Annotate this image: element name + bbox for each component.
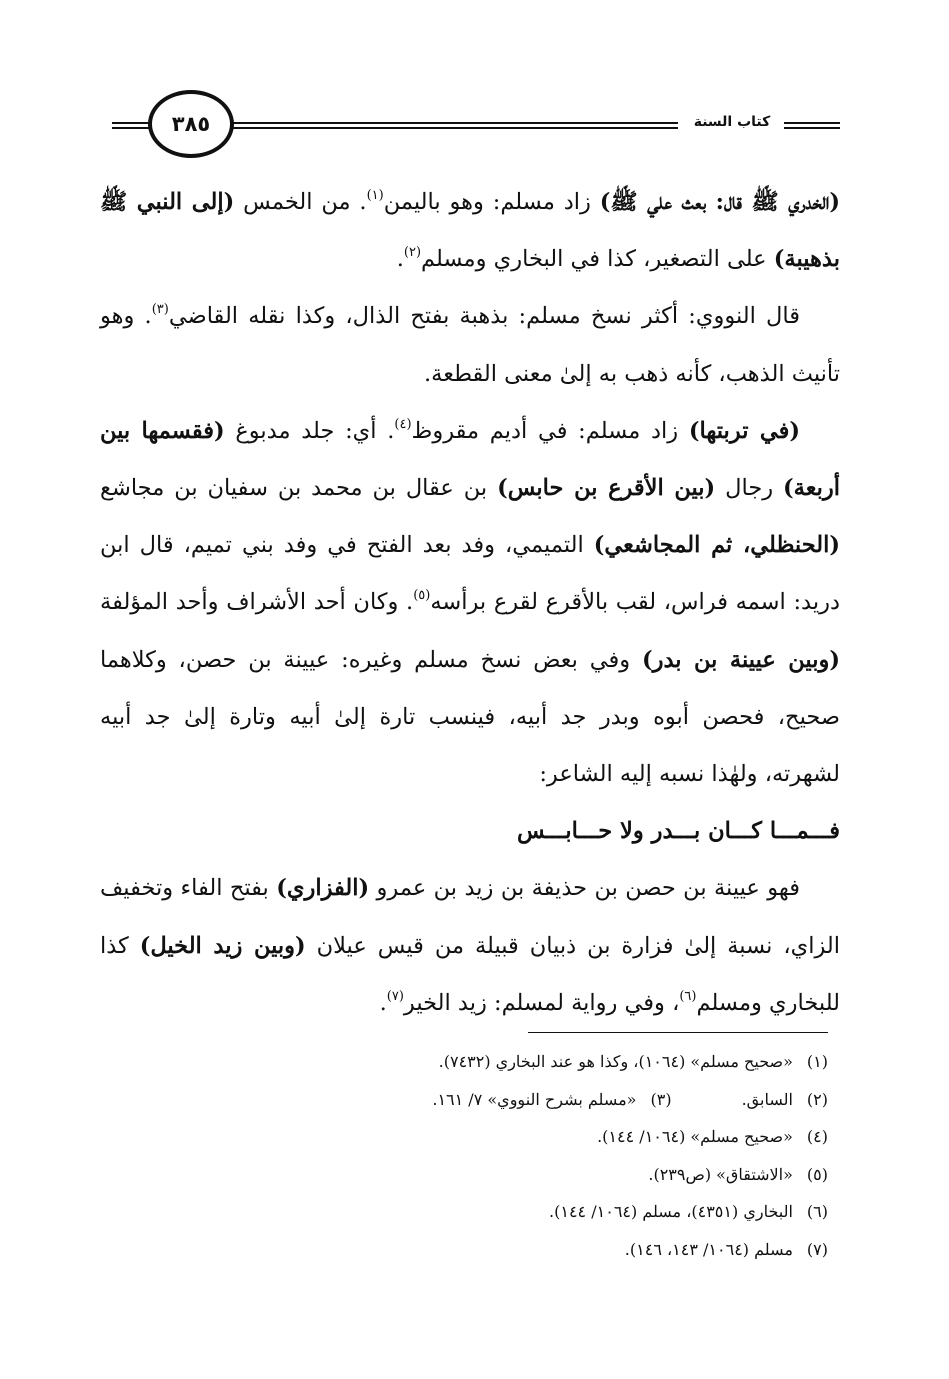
footnote-number: (١)	[806, 1052, 828, 1071]
main-text	[100, 174, 840, 1032]
paragraph	[100, 288, 840, 402]
footnote-number: (٥)	[806, 1164, 828, 1184]
footnote-item	[140, 1156, 828, 1194]
verse-line	[100, 803, 840, 860]
text-run: بن عقال بن محمد بن سفيان بن مجاشع	[100, 475, 498, 502]
footnote-ref: (٤)	[394, 416, 412, 432]
text-run: وفي بعض نسخ مسلم وغيره: عيينة بن حصن، وكلاهما صحيح، فحصن أبوه وبدر جد أبيه، فينسب تارة إلىٰ أبيه وتارة إلىٰ جد أبيه لشهرته، ولهٰذا نسبه إليه الشاعر:	[100, 646, 840, 788]
bold-quote: فـــمـــا كـــان بـــدر ولا حـــابـــس	[516, 818, 840, 845]
footnote-text: السابق.	[741, 1089, 798, 1109]
footnote-number: (٢)	[806, 1089, 828, 1109]
footnote-item	[140, 1043, 828, 1081]
bold-quote: (إلى النبي ﷺ بذهيبة)	[100, 189, 840, 273]
footnote-item	[432, 1081, 671, 1119]
bold-quote: (وبين زيد الخيل)	[139, 932, 306, 959]
footnote-ref: (٥)	[413, 588, 431, 604]
bold-quote: (فقسمها بين أربعة)	[100, 417, 840, 502]
header-rule	[784, 127, 840, 129]
page-number-oval	[148, 90, 234, 158]
text-run: . من الخمس	[234, 189, 367, 215]
text-run: قال النووي: أكثر نسخ مسلم: بذهبة بفتح الذال، وكذا نقله القاضي	[168, 303, 800, 330]
bold-quote: (الحنظلي، ثم المجاشعي)	[593, 532, 840, 559]
text-run: .	[379, 989, 387, 1016]
footnote-number: (٦)	[806, 1202, 828, 1222]
footnote-ref: (١)	[366, 188, 384, 203]
page-number: ٣٨٥	[171, 112, 211, 136]
header-rule	[784, 122, 840, 124]
footnote-item	[140, 1118, 828, 1156]
page-header	[108, 88, 840, 168]
text-run: رجال	[715, 475, 784, 502]
footnote-separator	[528, 1032, 828, 1033]
text-run: زاد مسلم: في أديم مقروظ	[411, 417, 689, 444]
text-run: بفتح الفاء وتخفيف الزاي، نسبة إلىٰ فزارة بن ذبيان قبيلة من قيس عيلان	[100, 875, 840, 959]
footnotes	[140, 1043, 828, 1269]
footnote-ref: (٧)	[386, 988, 404, 1004]
text-run: ، وفي رواية لمسلم: زيد الخير	[403, 989, 680, 1016]
text-run: .	[396, 246, 404, 273]
text-run: . وهو تأنيث الذهب، كأنه ذهب به إلىٰ معنى القطعة.	[100, 303, 840, 387]
footnote-item	[140, 1081, 828, 1119]
footnote-number: (٧)	[806, 1239, 828, 1259]
text-run: فهو عيينة بن حصن بن حذيفة بن زيد بن عمرو	[369, 875, 800, 902]
bold-quote: (الفزاري)	[276, 875, 370, 902]
footnote-number: (٤)	[806, 1127, 828, 1147]
bold-quote: (في تربتها)	[688, 417, 800, 444]
paragraph	[100, 403, 840, 803]
footnote-text: «مسلم بشرح النووي» ٧/ ١٦١.	[432, 1089, 642, 1109]
header-rule	[220, 127, 678, 129]
footnote-ref: (٣)	[151, 302, 169, 318]
bold-quote: (بين الأقرع بن حابس)	[497, 475, 716, 502]
text-run: على التصغير، كذا في البخاري ومسلم	[421, 246, 774, 273]
bold-quote: (وبين عيينة بن بدر)	[641, 646, 840, 673]
footnote-item	[140, 1231, 828, 1269]
text-run: التميمي، وفد بعد الفتح في وفد بني تميم، قال ابن دريد: اسمه فراس، لقب بالأقرع لقرع برأسه	[100, 532, 840, 616]
text-run: زاد مسلم: وهو باليمن	[383, 189, 600, 215]
footnote-text: «صحيح مسلم» (١٠٦٤/ ١٤٤).	[597, 1127, 798, 1147]
footnote-number: (٣)	[650, 1089, 672, 1109]
text-run: . أي: جلد مدبوغ	[224, 417, 395, 444]
footnote-ref: (٢)	[403, 245, 422, 261]
footnote-item	[140, 1193, 828, 1231]
text-run: . وكان أحد الأشراف وأحد المؤلفة	[100, 589, 414, 616]
text-run: كذا للبخاري ومسلم	[100, 932, 840, 1016]
paragraph	[100, 860, 840, 1032]
bold-quote: (الخدري ﷺ قال: بعث علي ﷺ)	[599, 189, 840, 215]
footnote-text: مسلم (١٠٦٤/ ١٤٣، ١٤٦).	[624, 1239, 798, 1259]
footnote-text: البخاري (٤٣٥١)، مسلم (١٠٦٤/ ١٤٤).	[549, 1202, 798, 1222]
footnote-ref: (٦)	[679, 988, 697, 1004]
paragraph	[100, 174, 840, 288]
header-rule	[220, 122, 678, 124]
footnote-text: «صحيح مسلم» (١٠٦٤)، وكذا هو عند البخاري (٧٤٣٢).	[438, 1052, 798, 1071]
running-title: كتاب السنة	[680, 114, 784, 130]
footnote-text: «الاشتقاق» (ص٢٣٩).	[648, 1164, 798, 1184]
